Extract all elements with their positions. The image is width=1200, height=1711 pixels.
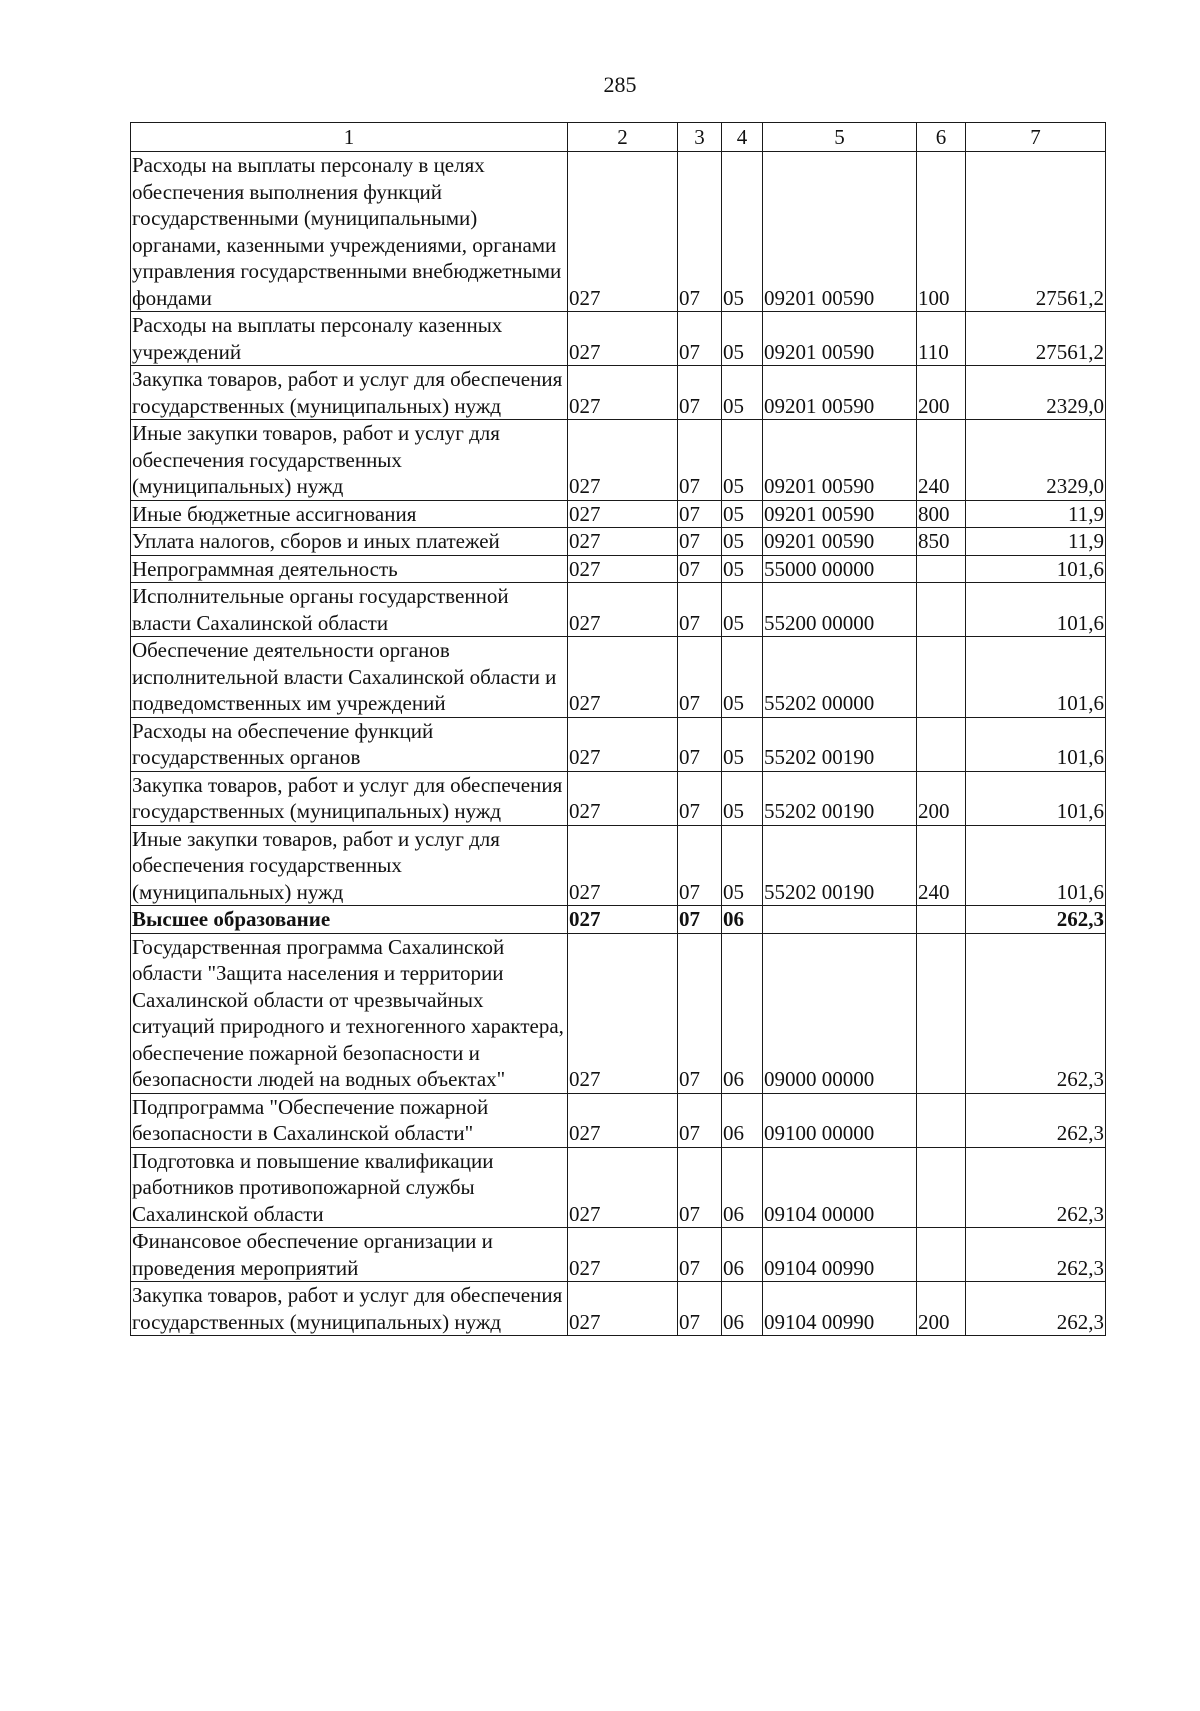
subsection-code-cell: 05 (722, 583, 763, 637)
admin-code-cell: 027 (568, 1147, 678, 1228)
target-article-cell: 55202 00190 (763, 825, 917, 906)
target-article-cell: 55202 00190 (763, 717, 917, 771)
expense-name-cell: Расходы на обеспечение функций государственных органов (131, 717, 568, 771)
subsection-code-cell: 05 (722, 366, 763, 420)
expense-name-cell: Иные бюджетные ассигнования (131, 500, 568, 528)
expense-type-cell (917, 1093, 966, 1147)
expense-name-cell: Уплата налогов, сборов и иных платежей (131, 528, 568, 556)
section-code-cell: 07 (678, 152, 722, 312)
section-code-cell: 07 (678, 771, 722, 825)
table-row (131, 152, 1106, 312)
expense-type-cell (917, 637, 966, 718)
target-article-cell: 09201 00590 (763, 312, 917, 366)
expense-type-cell: 800 (917, 500, 966, 528)
amount-cell: 101,6 (966, 825, 1106, 906)
expense-type-cell (917, 583, 966, 637)
section-code-cell: 07 (678, 420, 722, 501)
amount-cell: 262,3 (966, 1147, 1106, 1228)
admin-code-cell: 027 (568, 1093, 678, 1147)
section-code-cell: 07 (678, 825, 722, 906)
subsection-code-cell: 06 (722, 1093, 763, 1147)
expense-type-cell (917, 1147, 966, 1228)
expense-type-cell: 200 (917, 1282, 966, 1336)
amount-cell: 101,6 (966, 771, 1106, 825)
expense-type-cell: 100 (917, 152, 966, 312)
target-article-cell: 55000 00000 (763, 555, 917, 583)
header-row (131, 123, 1106, 152)
section-code-cell: 07 (678, 717, 722, 771)
header-col-6: 6 (917, 123, 966, 152)
table-row (131, 312, 1106, 366)
section-code-cell: 07 (678, 906, 722, 934)
header-col-4: 4 (722, 123, 763, 152)
amount-cell: 101,6 (966, 717, 1106, 771)
table-row (131, 717, 1106, 771)
subsection-code-cell: 05 (722, 825, 763, 906)
amount-cell: 101,6 (966, 555, 1106, 583)
expense-name-cell: Иные закупки товаров, работ и услуг для обеспечения государственных (муниципальных) нужд (131, 825, 568, 906)
section-code-cell: 07 (678, 500, 722, 528)
table-row (131, 420, 1106, 501)
expense-name-cell: Закупка товаров, работ и услуг для обеспечения государственных (муниципальных) нужд (131, 1282, 568, 1336)
admin-code-cell: 027 (568, 583, 678, 637)
header-col-2: 2 (568, 123, 678, 152)
table-row (131, 583, 1106, 637)
table-row (131, 933, 1106, 1093)
table-row (131, 500, 1106, 528)
amount-cell: 2329,0 (966, 366, 1106, 420)
expense-name-cell: Расходы на выплаты персоналу казенных учреждений (131, 312, 568, 366)
expense-type-cell (917, 933, 966, 1093)
target-article-cell (763, 906, 917, 934)
subsection-code-cell: 05 (722, 637, 763, 718)
expense-type-cell: 850 (917, 528, 966, 556)
amount-cell: 27561,2 (966, 152, 1106, 312)
table-row (131, 637, 1106, 718)
subsection-code-cell: 06 (722, 1147, 763, 1228)
section-code-cell: 07 (678, 555, 722, 583)
target-article-cell: 09104 00990 (763, 1228, 917, 1282)
subsection-code-cell: 06 (722, 933, 763, 1093)
admin-code-cell: 027 (568, 366, 678, 420)
admin-code-cell: 027 (568, 825, 678, 906)
table-row (131, 825, 1106, 906)
expense-name-cell: Подпрограмма "Обеспечение пожарной безопасности в Сахалинской области" (131, 1093, 568, 1147)
expense-name-cell: Обеспечение деятельности органов исполнительной власти Сахалинской области и подведомственных им учреждений (131, 637, 568, 718)
header-col-1: 1 (131, 123, 568, 152)
subsection-code-cell: 06 (722, 1282, 763, 1336)
expense-type-cell: 200 (917, 366, 966, 420)
target-article-cell: 09201 00590 (763, 420, 917, 501)
table-row (131, 771, 1106, 825)
subsection-code-cell: 05 (722, 717, 763, 771)
amount-cell: 262,3 (966, 1093, 1106, 1147)
admin-code-cell: 027 (568, 312, 678, 366)
subsection-code-cell: 05 (722, 500, 763, 528)
amount-cell: 262,3 (966, 933, 1106, 1093)
header-col-7: 7 (966, 123, 1106, 152)
expense-name-cell: Закупка товаров, работ и услуг для обеспечения государственных (муниципальных) нужд (131, 771, 568, 825)
admin-code-cell: 027 (568, 1282, 678, 1336)
target-article-cell: 55200 00000 (763, 583, 917, 637)
section-code-cell: 07 (678, 583, 722, 637)
subsection-code-cell: 05 (722, 420, 763, 501)
section-code-cell: 07 (678, 528, 722, 556)
admin-code-cell: 027 (568, 1228, 678, 1282)
budget-table (130, 122, 1106, 1336)
subsection-code-cell: 06 (722, 1228, 763, 1282)
admin-code-cell: 027 (568, 906, 678, 934)
admin-code-cell: 027 (568, 528, 678, 556)
table-row (131, 555, 1106, 583)
amount-cell: 27561,2 (966, 312, 1106, 366)
table-row (131, 1228, 1106, 1282)
amount-cell: 101,6 (966, 583, 1106, 637)
expense-type-cell: 240 (917, 420, 966, 501)
section-code-cell: 07 (678, 366, 722, 420)
expense-name-cell: Непрограммная деятельность (131, 555, 568, 583)
expense-type-cell (917, 906, 966, 934)
amount-cell: 11,9 (966, 500, 1106, 528)
admin-code-cell: 027 (568, 555, 678, 583)
expense-name-cell: Исполнительные органы государственной власти Сахалинской области (131, 583, 568, 637)
table-row (131, 906, 1106, 934)
section-code-cell: 07 (678, 1093, 722, 1147)
expense-type-cell: 110 (917, 312, 966, 366)
expense-type-cell (917, 555, 966, 583)
subsection-code-cell: 05 (722, 152, 763, 312)
subsection-code-cell: 05 (722, 312, 763, 366)
admin-code-cell: 027 (568, 771, 678, 825)
table-row (131, 366, 1106, 420)
admin-code-cell: 027 (568, 500, 678, 528)
subsection-code-cell: 06 (722, 906, 763, 934)
section-code-cell: 07 (678, 1282, 722, 1336)
admin-code-cell: 027 (568, 637, 678, 718)
admin-code-cell: 027 (568, 933, 678, 1093)
expense-name-cell: Расходы на выплаты персоналу в целях обеспечения выполнения функций государственными (муниципальными) органами, казенными учреждениями, органами управления государственными внебюджетными фондами (131, 152, 568, 312)
expense-name-cell: Высшее образование (131, 906, 568, 934)
subsection-code-cell: 05 (722, 555, 763, 583)
subsection-code-cell: 05 (722, 528, 763, 556)
table-row (131, 1282, 1106, 1336)
amount-cell: 262,3 (966, 906, 1106, 934)
section-code-cell: 07 (678, 312, 722, 366)
target-article-cell: 55202 00000 (763, 637, 917, 718)
section-code-cell: 07 (678, 1228, 722, 1282)
table-row (131, 528, 1106, 556)
expense-name-cell: Закупка товаров, работ и услуг для обеспечения государственных (муниципальных) нужд (131, 366, 568, 420)
admin-code-cell: 027 (568, 717, 678, 771)
admin-code-cell: 027 (568, 152, 678, 312)
admin-code-cell: 027 (568, 420, 678, 501)
header-col-3: 3 (678, 123, 722, 152)
table-body (131, 152, 1106, 1336)
target-article-cell: 09100 00000 (763, 1093, 917, 1147)
amount-cell: 2329,0 (966, 420, 1106, 501)
amount-cell: 262,3 (966, 1282, 1106, 1336)
expense-name-cell: Подготовка и повышение квалификации работников противопожарной службы Сахалинской области (131, 1147, 568, 1228)
amount-cell: 262,3 (966, 1228, 1106, 1282)
section-code-cell: 07 (678, 933, 722, 1093)
target-article-cell: 09104 00000 (763, 1147, 917, 1228)
expense-type-cell (917, 717, 966, 771)
expense-type-cell: 200 (917, 771, 966, 825)
amount-cell: 101,6 (966, 637, 1106, 718)
target-article-cell: 09000 00000 (763, 933, 917, 1093)
target-article-cell: 09201 00590 (763, 366, 917, 420)
table-row (131, 1147, 1106, 1228)
target-article-cell: 09104 00990 (763, 1282, 917, 1336)
target-article-cell: 55202 00190 (763, 771, 917, 825)
expense-name-cell: Финансовое обеспечение организации и проведения мероприятий (131, 1228, 568, 1282)
table-row (131, 1093, 1106, 1147)
expense-type-cell: 240 (917, 825, 966, 906)
target-article-cell: 09201 00590 (763, 500, 917, 528)
expense-name-cell: Государственная программа Сахалинской области "Защита населения и территории Сахалинской области от чрезвычайных ситуаций природного и техногенного характера, обеспечение пожарной безопасности и безопасности людей на водных объектах" (131, 933, 568, 1093)
amount-cell: 11,9 (966, 528, 1106, 556)
subsection-code-cell: 05 (722, 771, 763, 825)
expense-name-cell: Иные закупки товаров, работ и услуг для обеспечения государственных (муниципальных) нужд (131, 420, 568, 501)
section-code-cell: 07 (678, 1147, 722, 1228)
target-article-cell: 09201 00590 (763, 152, 917, 312)
header-col-5: 5 (763, 123, 917, 152)
expense-type-cell (917, 1228, 966, 1282)
section-code-cell: 07 (678, 637, 722, 718)
target-article-cell: 09201 00590 (763, 528, 917, 556)
page-number: 285 (603, 72, 637, 97)
